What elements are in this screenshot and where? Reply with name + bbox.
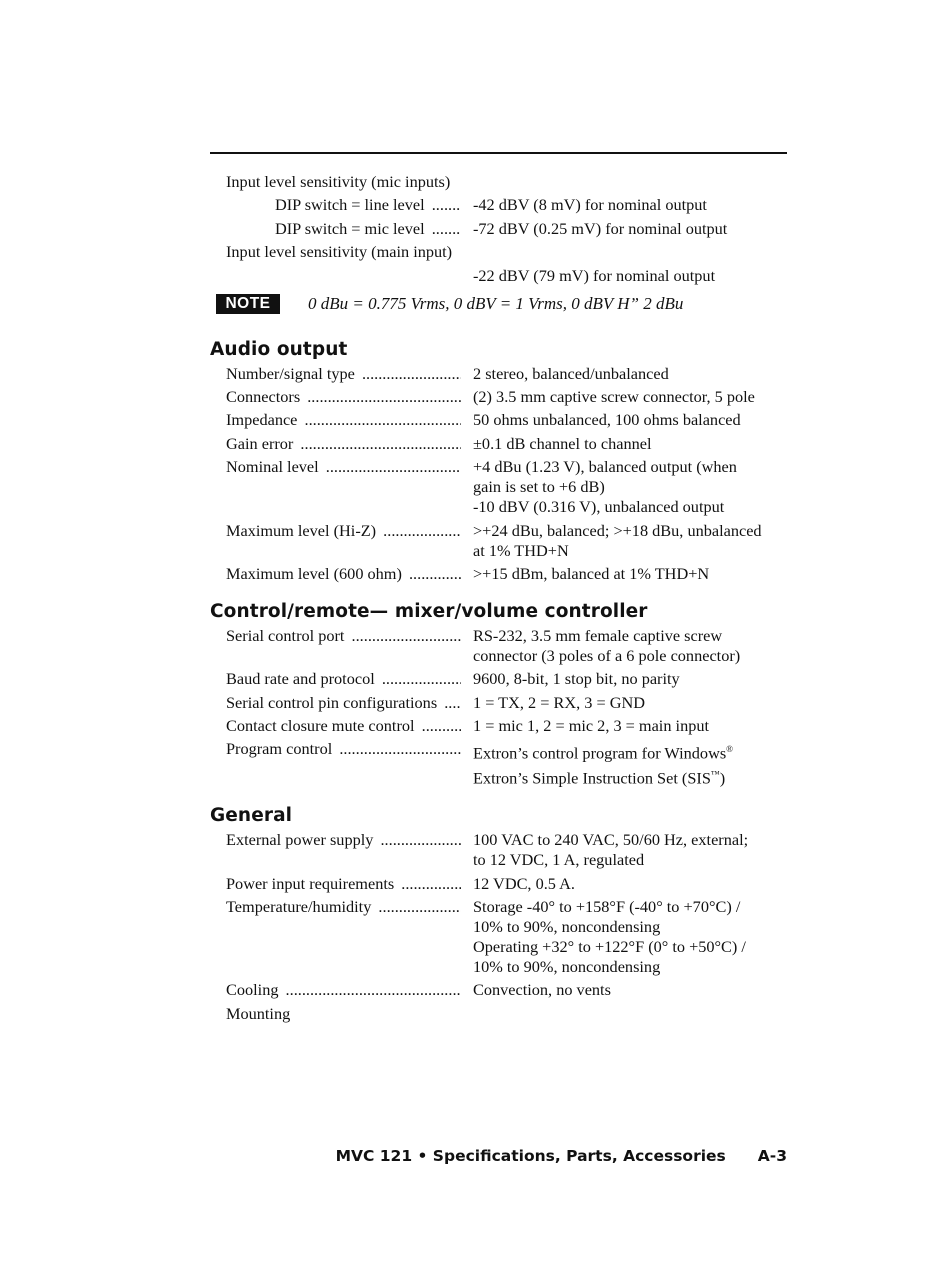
spec-value-line: Convection, no vents — [473, 980, 611, 1000]
spec-row — [210, 364, 787, 384]
spec-value-line: -72 dBV (0.25 mV) for nominal output — [473, 218, 728, 238]
spec-row — [210, 410, 787, 430]
document-page — [210, 0, 787, 1284]
spec-row-mic-level — [210, 219, 787, 239]
spec-value-line: ±0.1 dB channel to channel — [473, 433, 652, 453]
page-footer — [210, 1147, 787, 1165]
note — [216, 294, 787, 314]
footer-title: MVC 121 • Specifications, Parts, Accessories — [335, 1147, 726, 1165]
spec-value-line: >+24 dBu, balanced; >+18 dBu, unbalanced — [473, 520, 762, 540]
spec-label-text: Program control — [226, 739, 335, 758]
spec-value — [461, 219, 787, 239]
spec-label — [210, 387, 461, 407]
spec-label — [210, 434, 461, 454]
spec-label — [210, 897, 461, 977]
spec-row — [210, 830, 787, 870]
spec-label — [210, 626, 461, 666]
spec-row — [210, 669, 787, 689]
registered-mark: ® — [726, 744, 734, 755]
spec-row-main-input — [210, 242, 787, 262]
spec-value — [461, 693, 787, 713]
spec-value — [461, 410, 787, 430]
spec-label — [210, 410, 461, 430]
spec-value — [461, 716, 787, 736]
spec-value-line: 10% to 90%, noncondensing — [473, 957, 661, 977]
top-rule — [210, 152, 787, 154]
spec-value — [461, 434, 787, 454]
spec-value — [461, 980, 787, 1000]
spec-label-text: DIP switch = mic level — [275, 219, 428, 238]
spec-label-text: Serial control pin configurations — [226, 693, 440, 712]
note-badge: NOTE — [216, 294, 280, 314]
spec-value — [461, 457, 787, 517]
spec-value-line: 1 = TX, 2 = RX, 3 = GND — [473, 692, 645, 712]
spec-row — [210, 564, 787, 584]
input-sensitivity-section — [210, 172, 787, 286]
spec-label — [210, 521, 461, 561]
spec-value-line: -42 dBV (8 mV) for nominal output — [473, 195, 707, 215]
control-section — [210, 600, 787, 788]
spec-row-line-level — [210, 195, 787, 215]
spec-value — [461, 564, 787, 584]
spec-row — [210, 980, 787, 1000]
spec-label: Input level sensitivity (mic inputs) — [226, 172, 451, 191]
spec-value — [461, 626, 787, 666]
spec-value — [461, 364, 787, 384]
spec-label — [210, 739, 461, 788]
spec-value-line: to 12 VDC, 1 A, regulated — [473, 850, 645, 870]
section-heading: Audio output — [210, 338, 348, 360]
spec-label-text: Gain error — [226, 434, 296, 453]
spec-label: Input level sensitivity (main input) — [226, 242, 453, 262]
spec-row-program-control — [210, 739, 787, 788]
spec-label — [210, 980, 461, 1000]
spec-label — [210, 195, 461, 215]
spec-label-text: Impedance — [226, 410, 300, 429]
spec-row-main-value — [210, 266, 787, 286]
spec-value-text: Extron’s control program for Windows — [473, 743, 727, 763]
spec-content — [210, 172, 787, 1040]
spec-value-line: -22 dBV (79 mV) for nominal output — [473, 265, 716, 285]
spec-value-text: Extron’s Simple Instruction Set (SIS — [473, 768, 711, 788]
spec-value-line: 100 VAC to 240 VAC, 50/60 Hz, external; — [473, 830, 749, 850]
spec-label — [210, 564, 461, 584]
spec-value-line: 50 ohms unbalanced, 100 ohms balanced — [473, 410, 741, 430]
spec-value-line: (2) 3.5 mm captive screw connector, 5 pole — [473, 386, 755, 406]
section-heading: Control/remote— mixer/volume controller — [210, 600, 648, 622]
spec-row — [210, 457, 787, 517]
spec-row-mic-inputs — [210, 172, 787, 192]
spec-label-empty — [210, 266, 461, 286]
spec-label-text: Power input requirements — [226, 874, 397, 893]
spec-value — [461, 897, 787, 977]
general-section — [210, 804, 787, 1024]
spec-label-text: Nominal level — [226, 457, 322, 476]
spec-row — [210, 716, 787, 736]
spec-value-line: >+15 dBm, balanced at 1% THD+N — [473, 563, 710, 583]
spec-value — [461, 669, 787, 689]
spec-label-text: DIP switch = line level — [275, 195, 428, 214]
spec-row — [210, 897, 787, 977]
spec-row — [210, 434, 787, 454]
spec-row — [210, 387, 787, 407]
spec-label — [210, 457, 461, 517]
spec-value-line: RS-232, 3.5 mm female captive screw — [473, 625, 723, 645]
spec-value-line — [473, 739, 787, 763]
spec-value-line: 2 stereo, balanced/unbalanced — [473, 363, 669, 383]
note-text: 0 dBu = 0.775 Vrms, 0 dBV = 1 Vrms, 0 dBV H” 2 dBu — [308, 293, 684, 313]
spec-value-line — [473, 764, 787, 788]
spec-label-text: Maximum level (600 ohm) — [226, 564, 405, 583]
spec-label-text: Maximum level (Hi-Z) — [226, 521, 379, 540]
general-rows — [210, 830, 787, 1000]
spec-label-text: Baud rate and protocol — [226, 669, 378, 688]
spec-label — [210, 693, 461, 713]
spec-row — [210, 874, 787, 894]
spec-label-text: External power supply — [226, 830, 376, 849]
spec-label-text: Contact closure mute control — [226, 716, 418, 735]
spec-value-line: gain is set to +6 dB) — [473, 477, 605, 497]
spec-value — [461, 830, 787, 870]
spec-label — [210, 716, 461, 736]
section-heading: General — [210, 805, 293, 827]
control-rows — [210, 626, 787, 736]
spec-label-text: Cooling — [226, 980, 281, 999]
spec-value-line: Storage -40° to +158°F (-40° to +70°C) / — [473, 897, 741, 917]
audio-output-section — [210, 338, 787, 584]
spec-row — [210, 693, 787, 713]
spec-value-line: Operating +32° to +122°F (0° to +50°C) / — [473, 937, 746, 957]
spec-row-mounting — [210, 1004, 787, 1024]
page-number: A-3 — [757, 1147, 787, 1165]
spec-value-line: connector (3 poles of a 6 pole connector) — [473, 645, 741, 665]
spec-value-text: ) — [719, 768, 726, 788]
spec-value-line: 10% to 90%, noncondensing — [473, 917, 661, 937]
audio-output-rows — [210, 364, 787, 584]
spec-label — [210, 364, 461, 384]
spec-label — [210, 669, 461, 689]
spec-row — [210, 626, 787, 666]
spec-label: Mounting — [226, 1003, 291, 1023]
spec-value-line: 1 = mic 1, 2 = mic 2, 3 = main input — [473, 716, 710, 736]
spec-value-line: at 1% THD+N — [473, 540, 569, 560]
spec-label-text: Temperature/humidity — [226, 897, 374, 916]
spec-value — [461, 739, 787, 788]
spec-label — [210, 874, 461, 894]
trademark-mark: ™ — [710, 768, 720, 779]
spec-value-line: -10 dBV (0.316 V), unbalanced output — [473, 497, 725, 517]
spec-value — [461, 874, 787, 894]
spec-label-text: Connectors — [226, 387, 303, 406]
spec-value-line: 12 VDC, 0.5 A. — [473, 873, 575, 893]
spec-label-text: Serial control port — [226, 626, 347, 645]
spec-label — [210, 219, 461, 239]
spec-value — [461, 387, 787, 407]
spec-label-text: Number/signal type — [226, 364, 358, 383]
spec-label — [210, 830, 461, 870]
spec-value — [461, 266, 787, 286]
spec-row — [210, 521, 787, 561]
spec-value-line: 9600, 8-bit, 1 stop bit, no parity — [473, 669, 680, 689]
spec-value — [461, 195, 787, 215]
spec-value — [461, 521, 787, 561]
spec-value-line: +4 dBu (1.23 V), balanced output (when — [473, 457, 737, 477]
